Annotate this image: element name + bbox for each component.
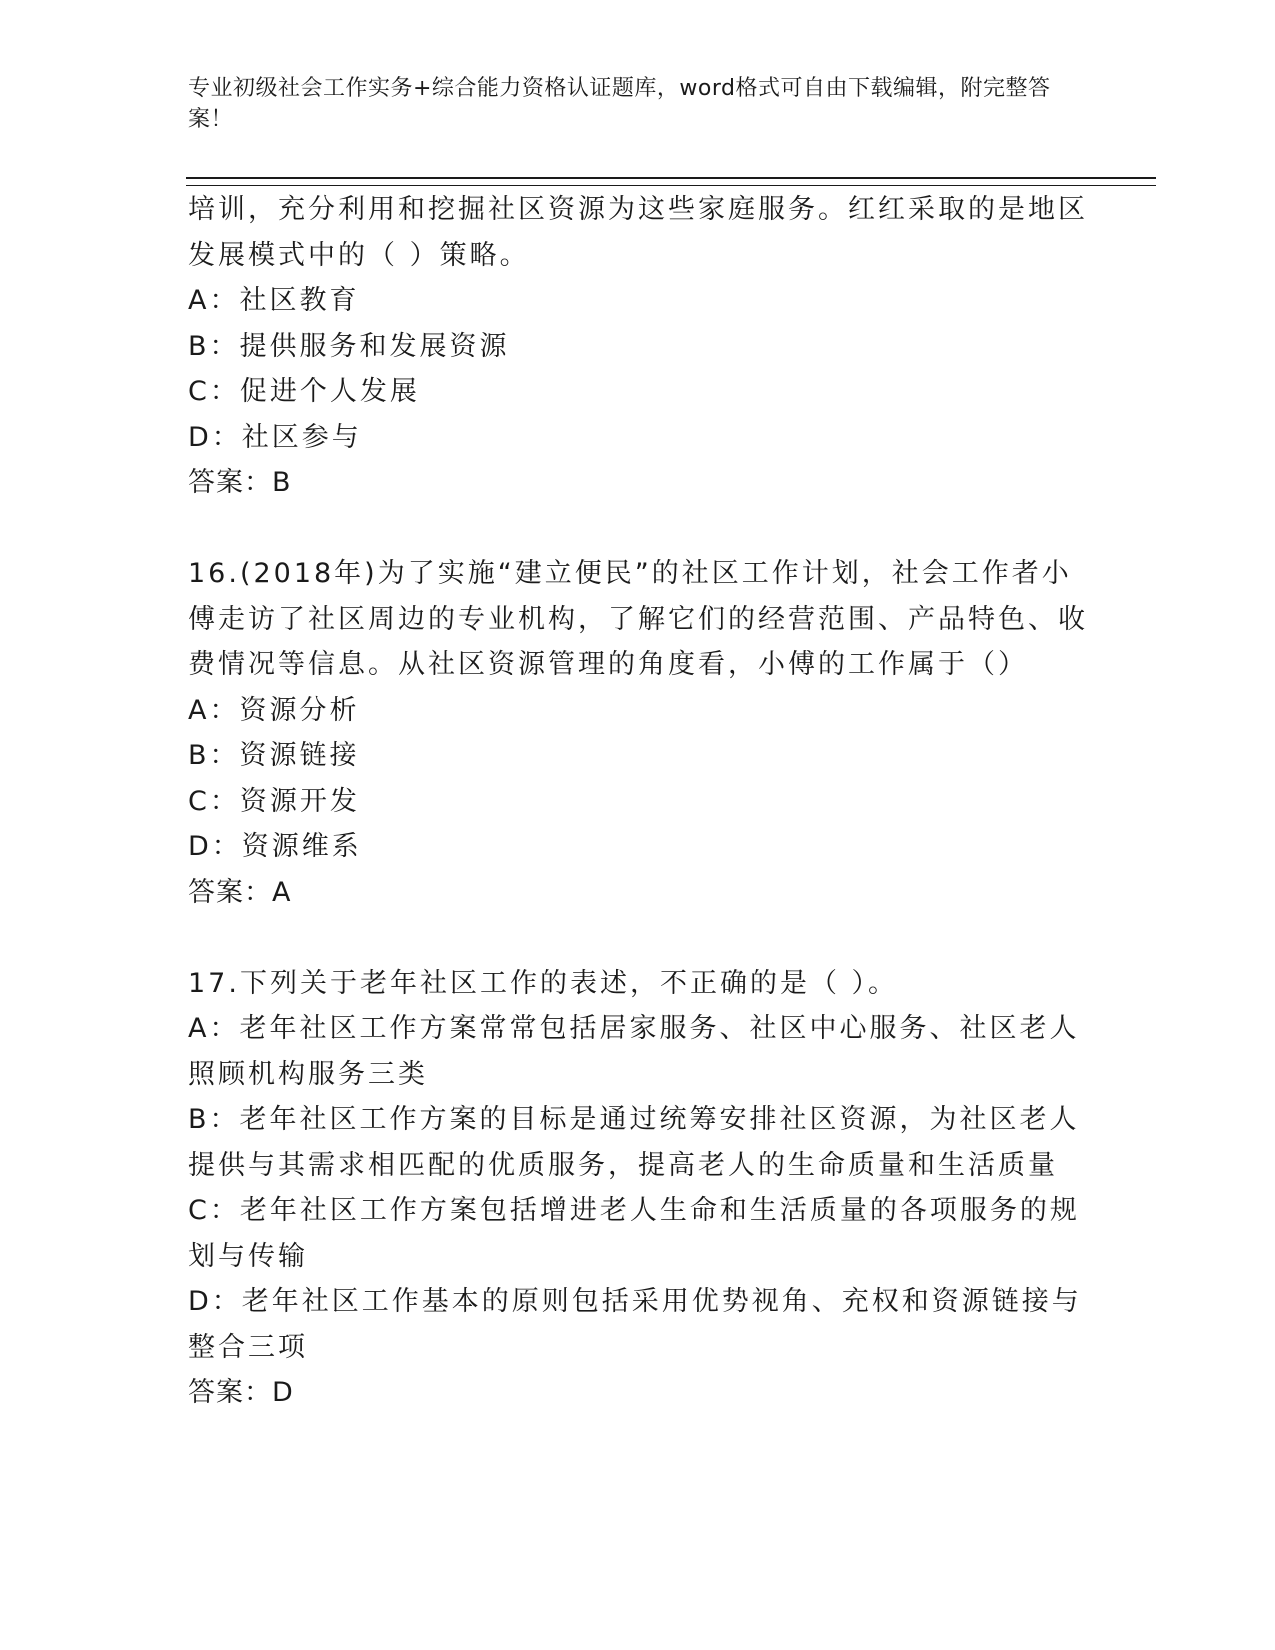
- header-divider: [186, 177, 1156, 186]
- option-a: A：资源分析: [188, 694, 360, 726]
- answer-17: 答案：D: [188, 1377, 294, 1408]
- option-c: C：促进个人发展: [188, 376, 420, 407]
- question-content: [188, 187, 1088, 1416]
- option-b: B：提供服务和发展资源: [188, 330, 510, 362]
- spacer: [188, 915, 1088, 961]
- question-15-continuation: 培训，充分利用和挖掘社区资源为这些家庭服务。红红采取的是地区发展模式中的（ ）策略。: [188, 194, 1088, 271]
- answer-16: 答案：A: [188, 876, 292, 908]
- question-16: 16.(2018年)为了实施“建立便民”的社区工作计划，社会工作者小傅走访了社区周边的专业机构，了解它们的经营范围、产品特色、收费情况等信息。从社区资源管理的角度看，小傅的工作属于（）: [188, 558, 1088, 680]
- question-17: 17.下列关于老年社区工作的表述，不正确的是（ ）。: [188, 967, 899, 999]
- option-b: B：老年社区工作方案的目标是通过统筹安排社区资源，为社区老人提供与其需求相匹配的优质服务，提高老人的生命质量和生活质量: [188, 1104, 1080, 1181]
- option-a: A：老年社区工作方案常常包括居家服务、社区中心服务、社区老人照顾机构服务三类: [188, 1013, 1080, 1090]
- option-c: C：老年社区工作方案包括增进老人生命和生活质量的各项服务的规划与传输: [188, 1195, 1080, 1272]
- option-c: C：资源开发: [188, 785, 360, 817]
- answer-15: 答案：B: [188, 467, 292, 498]
- option-a: A：社区教育: [188, 285, 360, 316]
- spacer: [188, 506, 1088, 552]
- option-d: D：资源维系: [188, 831, 362, 862]
- option-d: D：社区参与: [188, 421, 362, 453]
- option-b: B：资源链接: [188, 740, 360, 771]
- header-note: 专业初级社会工作实务+综合能力资格认证题库，word格式可自由下载编辑，附完整答案！: [188, 76, 1051, 132]
- option-d: D：老年社区工作基本的原则包括采用优势视角、充权和资源链接与整合三项: [188, 1286, 1082, 1363]
